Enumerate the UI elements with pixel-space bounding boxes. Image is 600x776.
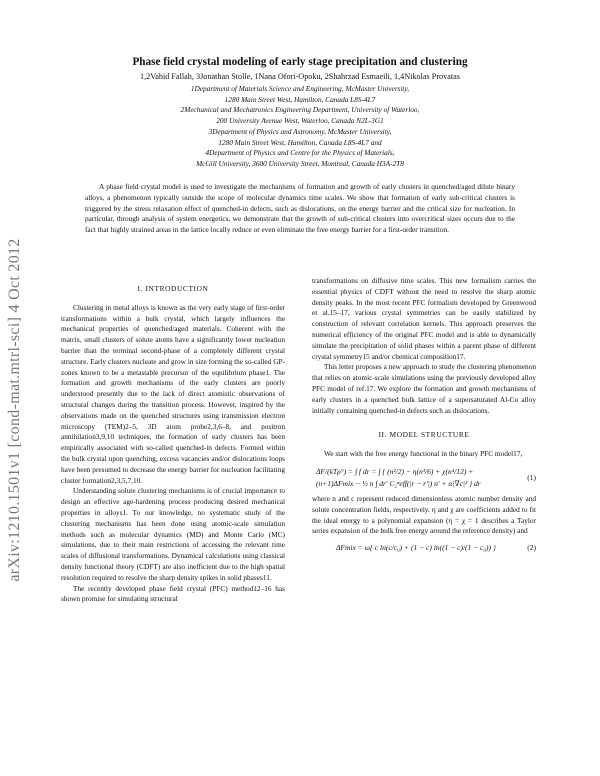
equation-2 [312, 543, 536, 554]
abstract: A phase field crystal model is used to investigate the mechanisms of formation and growth of early clusters in quenched/aged dilute binary alloys, a phenomenon typically outside the scope of molecular dynamics time scales. We show that formation of early sub-critical clusters is triggered by the stress relaxation effect of quenched-in defects, such as dislocations, on the energy barrier and the critical size for nucleation. In particular, through analysis of system energetics, we demonstrate that the growth of sub-critical clusters into overcritical sizes occurs due to the fact that highly strained areas in the lattice locally reduce or even eliminate the free energy barrier for a first-order transition. [85, 182, 515, 235]
equation-2-body: ΔFmix = ω{ c ln(c/c₀) + (1 − c) ln((1 − c)/(1 − c₀)) } [336, 543, 496, 553]
section-heading-model-structure: II. MODEL STRUCTURE [378, 430, 470, 440]
equation-number: (1) [527, 472, 536, 482]
paragraph: where n and c represent reduced dimensionless atomic number density and solute concentration fields, respectively. η and χ are coefficients added to fit the ideal energy to a polynomial expansion (η = χ = 1 describes a Taylor series expansion of the bulk free energy around the reference density) and [312, 493, 536, 536]
equation-1-line-2: (n+1)ΔFmix − ½ n ∫ dr′ C₂ⁿeff(|r − r′|) n′ + α|∇c|² } dr [316, 478, 481, 488]
paragraph: This letter proposes a new approach to study the clustering phenomenon that relies on atomic-scale simulations using the previously developed alloy PFC model of ref.17. We explore the formation and growth mechanisms of early clusters in a quenched bulk lattice of a supersaturated Al-Cu alloy initially containing quenched-in defects such as dislocations. [312, 362, 536, 415]
paragraph: transformations on diffusive time scales. This new formalism carries the essential physics of CDFT without the need to resolve the sharp atomic density peaks. In the most recent PFC formalism developed by Greenwood et al.15–17, various crystal symmetries can be easily stabilized by construction of relevant correlation kernels. This approach preserves the numerical efficiency of the original PFC model and is able to dynamically simulate the precipitation of solid phases within a parent phase of different crystal symmetry15 and/or chemical composition17. [312, 276, 536, 361]
section-heading-introduction: I. INTRODUCTION [137, 284, 209, 293]
paragraph: Understanding solute clustering mechanisms is of crucial importance to design an effective age-hardening process producing desired mechanical properties in alloys1. To our knowledge, no systematic study of the clustering mechanisms has been done using atomic-scale simulation methods such as molecular dynamics (MD) and Monte Carlo (MC) simulations, due to their main restrictions of accessing the relevant time scales of diffusional transformations. Dynamical calculations using classical density functional theory (CDFT) are also inefficient due to the high spatial resolution required to resolve the sharp density spikes in solid phases11. [61, 486, 285, 582]
affiliation-line: 3Department of Physics and Astronomy, McMaster University, [208, 126, 392, 136]
equation-1-line-1: ΔF/(kTρ°) = ∫ f dr = ∫ { (n²/2) − η(n³/6) + χ(n⁴/12) + [316, 466, 474, 476]
affiliation-line: 1280 Main Street West, Hamilton, Canada L8S-4L7 and [218, 137, 382, 147]
equation-number: (2) [527, 543, 536, 553]
affiliations [60, 84, 540, 170]
affiliation-line: 2Mechanical and Mechatronics Engineering Department, University of Waterloo, [180, 105, 420, 115]
affiliation-line: 200 University Avenue West, Waterloo, Canada N2L-3G1 [216, 116, 384, 126]
paragraph: Clustering in metal alloys is known as the very early stage of first-order transformations within a bulk crystal, which largely influences the mechanical properties of quenched/aged materials. Coherent with the matrix, small clusters of solute atoms have a significantly lower nucleation barrier than the terminal second-phase of a completely different crystal structure. Early clusters nucleate and grow in size forming the so-called GP-zones known to be a metastable precursor of the equilibrium phase1. The formation and growth mechanisms of the early clusters are poorly understood presently due to the lack of direct atomistic observations of structural changes during the transition process. However, inspired by the observations made on the quenched structures using transmission electron microscopy (TEM)2–5, 3D atom probe2,3,6–8, and positron annihilation3,9,10 techniques, the formation of early clusters has been empirically associated with so-called quenched-in defects. Formed within the bulk crystal upon quenching, excess vacancies and/or dislocations loops have been presumed to decrease the energy barrier for nucleation facilitating cluster formation2,3,5,7,10. [61, 302, 285, 485]
affiliation-line: McGill University, 3600 University Street, Montreal, Canada H3A-2T8 [196, 158, 404, 168]
arxiv-id: arXiv:1210.1501v1 [cond-mat.mtrl-sci] 4 Oct 2012 [6, 238, 23, 582]
author-list: 1,2Vahid Fallah, 3Jonathan Stolle, 1Nana Ofori-Opoku, 2Shahrzad Esmaeili, 1,4Nikolas Provatas [140, 72, 460, 81]
paper-title: Phase field crystal modeling of early stage precipitation and clustering [132, 56, 468, 68]
affiliation-line: 1280 Main Street West, Hamilton, Canada L8S-4L7 [224, 94, 376, 104]
right-column [312, 276, 536, 558]
paragraph: We start with the free energy functional in the binary PFC model17, [324, 449, 523, 459]
arxiv-sidebar-stamp [2, 200, 28, 620]
left-column [61, 280, 285, 605]
paragraph: The recently developed phase field crystal (PFC) method12–16 has shown promise for simulating structural [61, 583, 285, 604]
affiliation-line: 1Department of Materials Science and Engineering, McMaster University, [190, 84, 410, 93]
affiliation-line: 4Department of Physics and Centre for the Physics of Materials, [205, 148, 395, 158]
equation-1 [312, 466, 536, 490]
